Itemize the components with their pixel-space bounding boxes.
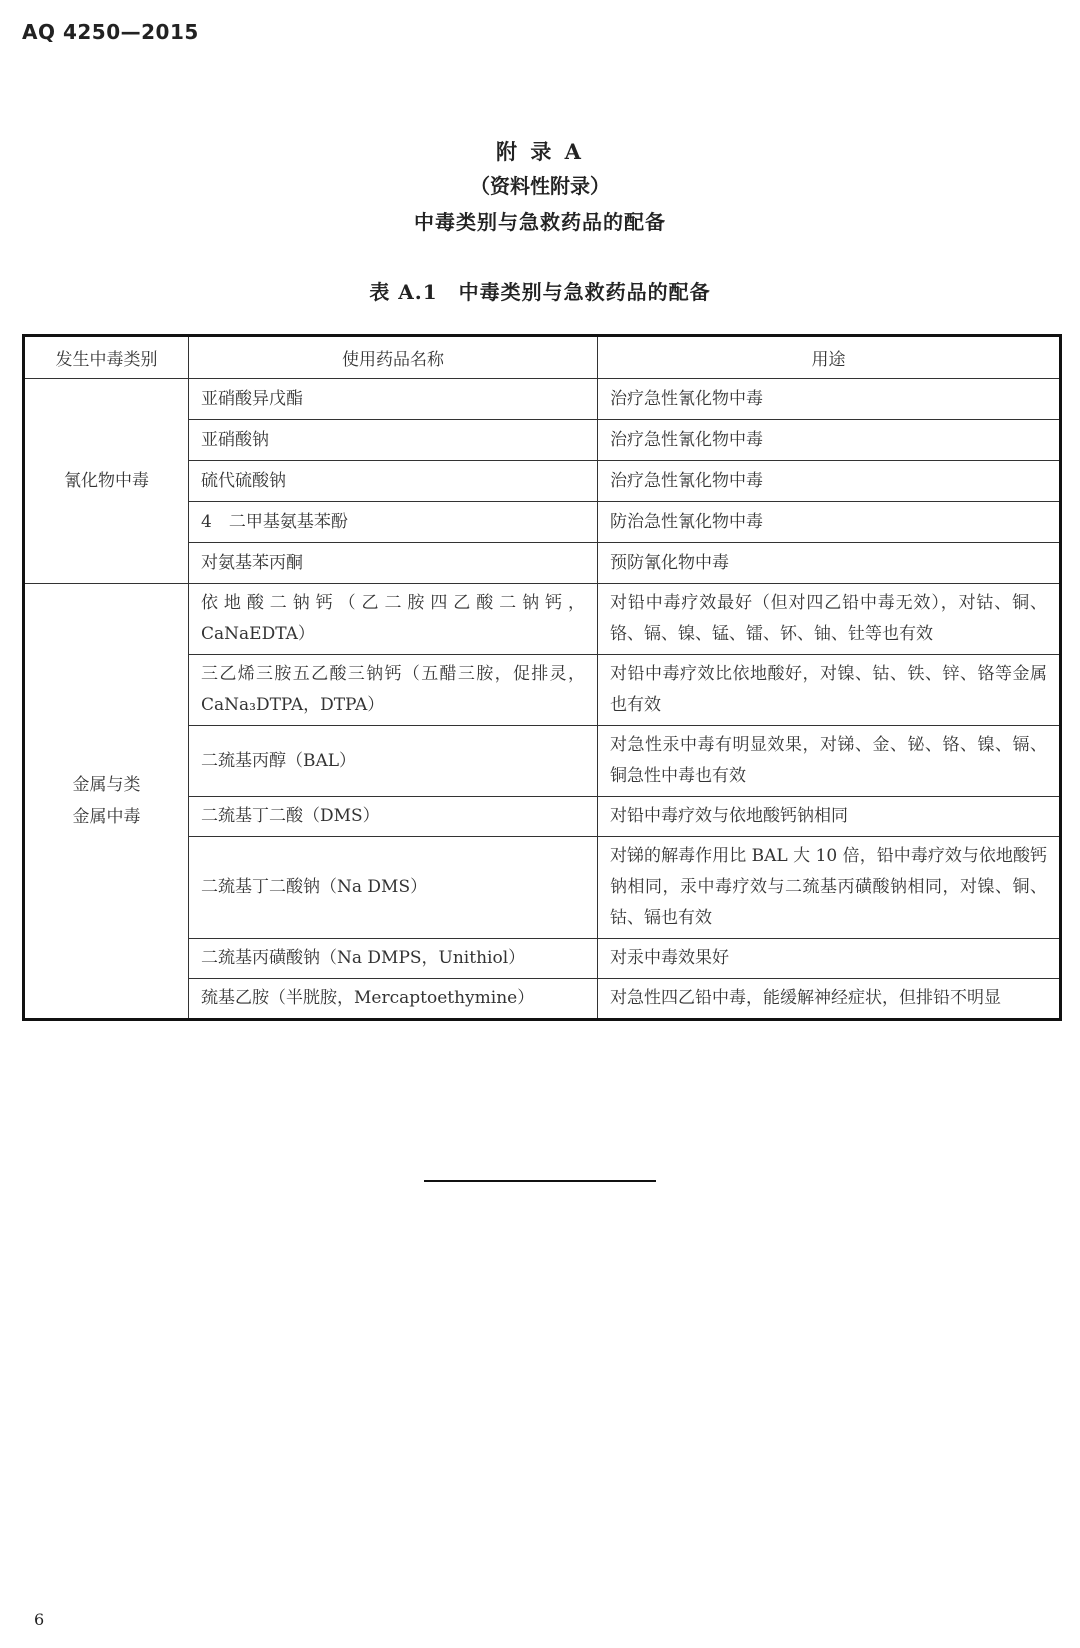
use-cell: 防治急性氰化物中毒: [598, 502, 1061, 543]
drug-cell: 硫代硫酸钠: [189, 461, 598, 502]
drug-cell: 巯基乙胺（半胱胺，Mercaptoethymine）: [189, 979, 598, 1020]
drug-cell: 二巯基丁二酸钠（Na DMS）: [189, 837, 598, 939]
page-number: 6: [34, 1610, 45, 1629]
use-cell: 对急性四乙铅中毒，能缓解神经症状，但排铅不明显: [598, 979, 1061, 1020]
drug-cell: 三乙烯三胺五乙酸三钠钙（五醋三胺，促排灵，CaNa₃DTPA，DTPA）: [189, 655, 598, 726]
category-line: 金属中毒: [72, 807, 141, 827]
use-cell: 对铅中毒疗效最好（但对四乙铅中毒无效），对钴、铜、铬、镉、镍、锰、镭、钚、铀、钍等也有效: [598, 584, 1061, 655]
drug-cell: 亚硝酸异戊酯: [189, 379, 598, 420]
use-cell: 对锑的解毒作用比 BAL 大 10 倍，铅中毒疗效与依地酸钙钠相同，汞中毒疗效与二巯基丙磺酸钠相同，对镍、铜、钴、镉也有效: [598, 837, 1061, 939]
drug-cell: 4 二甲基氨基苯酚: [189, 502, 598, 543]
drug-cell: 二巯基丁二酸（DMS）: [189, 797, 598, 837]
use-cell: 治疗急性氰化物中毒: [598, 461, 1061, 502]
poisoning-antidote-table: [22, 334, 1062, 1021]
appendix-title: 附 录 A: [496, 139, 584, 164]
table-row: [24, 379, 1061, 420]
table-title: 表 A.1 中毒类别与急救药品的配备: [369, 280, 711, 304]
use-cell: 对急性汞中毒有明显效果，对锑、金、铋、铬、镍、镉、铜急性中毒也有效: [598, 726, 1061, 797]
use-cell: 治疗急性氰化物中毒: [598, 420, 1061, 461]
table-header-row: [24, 336, 1061, 379]
column-header: 发生中毒类别: [24, 336, 189, 379]
document-code: AQ 4250—2015: [22, 20, 199, 44]
drug-cell: 二巯基丙磺酸钠（Na DMPS，Unithiol）: [189, 939, 598, 979]
column-header: 用途: [598, 336, 1061, 379]
drug-cell: 亚硝酸钠: [189, 420, 598, 461]
drug-cell: 二巯基丙醇（BAL）: [189, 726, 598, 797]
use-cell: 预防氰化物中毒: [598, 543, 1061, 584]
use-cell: 对汞中毒效果好: [598, 939, 1061, 979]
appendix-subtitle: （资料性附录）: [470, 174, 610, 198]
end-separator-line: [424, 1180, 656, 1182]
use-cell: 对铅中毒疗效比依地酸好，对镍、钴、铁、锌、铬等金属也有效: [598, 655, 1061, 726]
use-cell: 对铅中毒疗效与依地酸钙钠相同: [598, 797, 1061, 837]
category-cell: [24, 584, 189, 1020]
category-line: 金属与类: [72, 775, 141, 795]
category-cell: 氰化物中毒: [24, 379, 189, 584]
table-row: [24, 584, 1061, 655]
drug-cell: 依地酸二钠钙（乙二胺四乙酸二钠钙，CaNaEDTA）: [189, 584, 598, 655]
use-cell: 治疗急性氰化物中毒: [598, 379, 1061, 420]
drug-cell: 对氨基苯丙酮: [189, 543, 598, 584]
appendix-heading: 中毒类别与急救药品的配备: [414, 210, 666, 234]
column-header: 使用药品名称: [189, 336, 598, 379]
